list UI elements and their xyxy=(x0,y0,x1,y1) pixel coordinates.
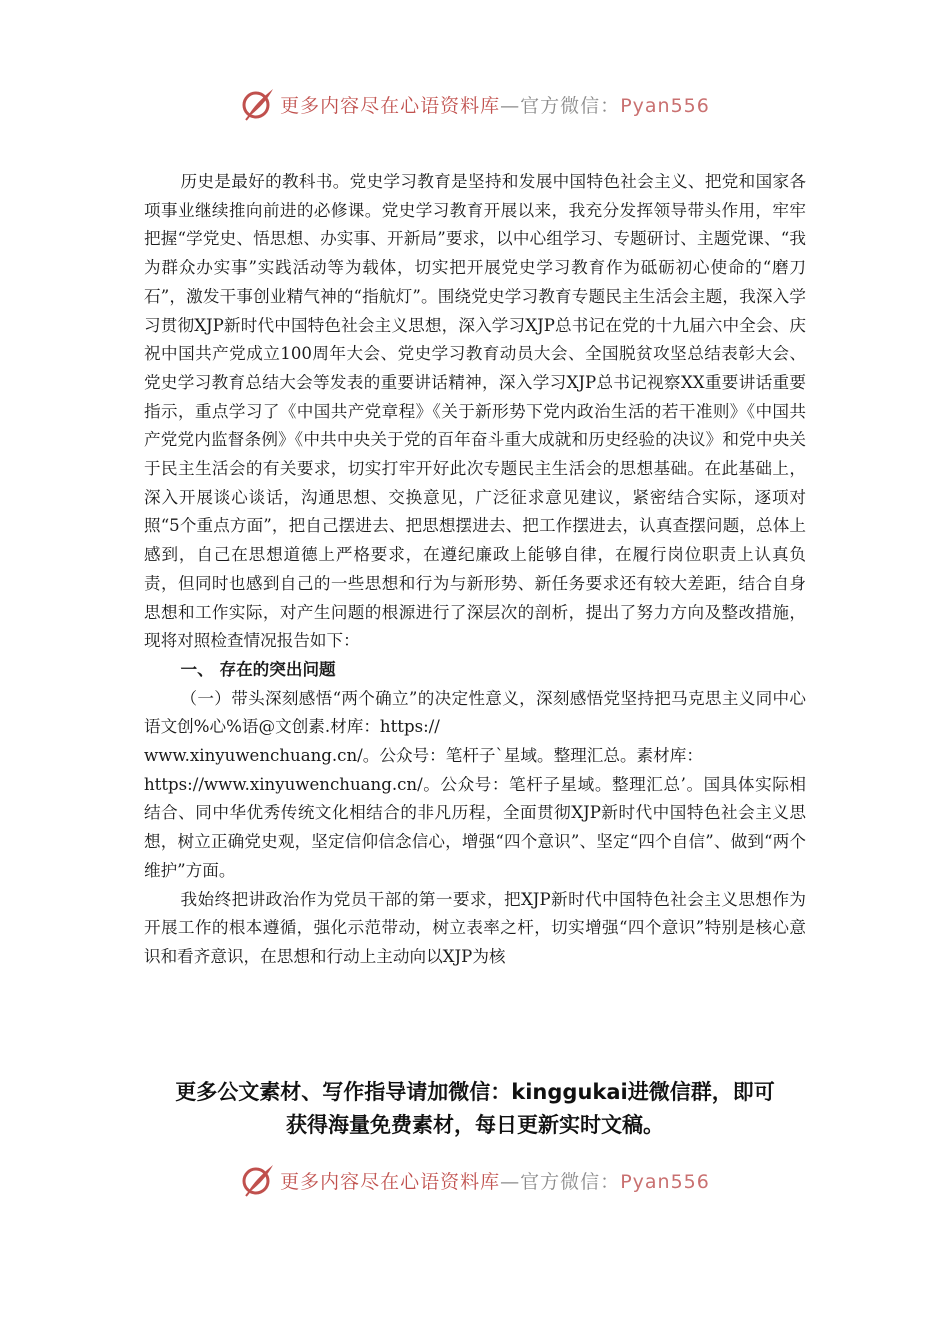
banner-separator: — xyxy=(500,1170,521,1193)
quill-logo-icon xyxy=(240,1162,276,1198)
banner-wechat-id: Pyan556 xyxy=(620,94,710,117)
promo-line-1: 更多公文素材、写作指导请加微信：kinggukai进微信群，即可 xyxy=(175,1080,775,1104)
subsection-text-b: www.xinyuwenchuang.cn/。公众号：笔杆子`星域。整理汇总。素材库： xyxy=(144,746,703,766)
promo-line-2: 获得海量免费素材，每日更新实时文稿。 xyxy=(286,1113,664,1137)
promo-notice xyxy=(120,1076,830,1142)
section-heading: 一、 存在的突出问题 xyxy=(180,659,336,679)
quill-logo-icon xyxy=(240,86,276,122)
document-body xyxy=(144,168,806,972)
banner-wechat-label: 官方微信： xyxy=(520,94,621,117)
footer-banner xyxy=(0,1158,950,1202)
subsection-text-c: https://www.xinyuwenchuang.cn/。公众号：笔杆子星域。整理汇总’。国具体实际相结合、同中华优秀传统文化相结合的非凡历程，全面贯彻XJP新时代中国特色社会主义思想，树立正确党史观，坚定信仰信念信心，增强“四个意识”、坚定“四个自信”、做到“两个维护”方面。 xyxy=(144,774,806,880)
banner-wechat-label: 官方微信： xyxy=(520,1170,621,1193)
banner-wechat-id: Pyan556 xyxy=(620,1170,710,1193)
paragraph-intro: 历史是最好的教科书。党史学习教育是坚持和发展中国特色社会主义、把党和国家各项事业继续推向前进的必修课。党史学习教育开展以来，我充分发挥领导带头作用，牢牢把握“学党史、悟思想、办实事、开新局”要求，以中心组学习、专题研讨、主题党课、“我为群众办实事”实践活动等为载体，切实把开展党史学习教育作为砥砺初心使命的“磨刀石”，激发干事创业精气神的“指航灯”。围绕党史学习教育专题民主生活会主题，我深入学习贯彻XJP新时代中国特色社会主义思想，深入学习XJP总书记在党的十九届六中全会、庆祝中国共产党成立100周年大会、党史学习教育动员大会、全国脱贫攻坚总结表彰大会、党史学习教育总结大会等发表的重要讲话精神，深入学习XJP总书记视察XX重要讲话重要指示，重点学习了《中国共产党章程》《关于新形势下党内政治生活的若干准则》《中国共产党党内监督条例》《中共中央关于党的百年奋斗重大成就和历史经验的决议》和党中央关于民主生活会的有关要求，切实打牢开好此次专题民主生活会的思想基础。在此基础上，深入开展谈心谈话，沟通思想、交换意见，广泛征求意见建议，紧密结合实际，逐项对照“5个重点方面”，把自己摆进去、把思想摆进去、把工作摆进去，认真查摆问题，总体上感到，自己在思想道德上严格要求，在遵纪廉政上能够自律，在履行岗位职责上认真负责，但同时也感到自己的一些思想和行为与新形势、新任务要求还有较大差距，结合自身思想和工作实际，对产生问题的根源进行了深层次的剖析，提出了努力方向及整改措施，现将对照检查情况报告如下： xyxy=(144,172,806,651)
subsection-text-a: （一）带头深刻感悟“两个确立”的决定性意义，深刻感悟党坚持把马克思主义同中心语文创%心%语@文创素.材库：https:// xyxy=(144,688,806,737)
banner-main-text: 更多内容尽在心语资料库 xyxy=(280,1170,501,1193)
banner-separator: — xyxy=(500,94,521,117)
paragraph-2: 我始终把讲政治作为党员干部的第一要求，把XJP新时代中国特色社会主义思想作为开展工作的根本遵循，强化示范带动，树立表率之杆，切实增强“四个意识”特别是核心意识和看齐意识，在思想和行动上主动向以XJP为核 xyxy=(144,889,806,966)
header-banner xyxy=(0,82,950,126)
banner-main-text: 更多内容尽在心语资料库 xyxy=(280,94,501,117)
